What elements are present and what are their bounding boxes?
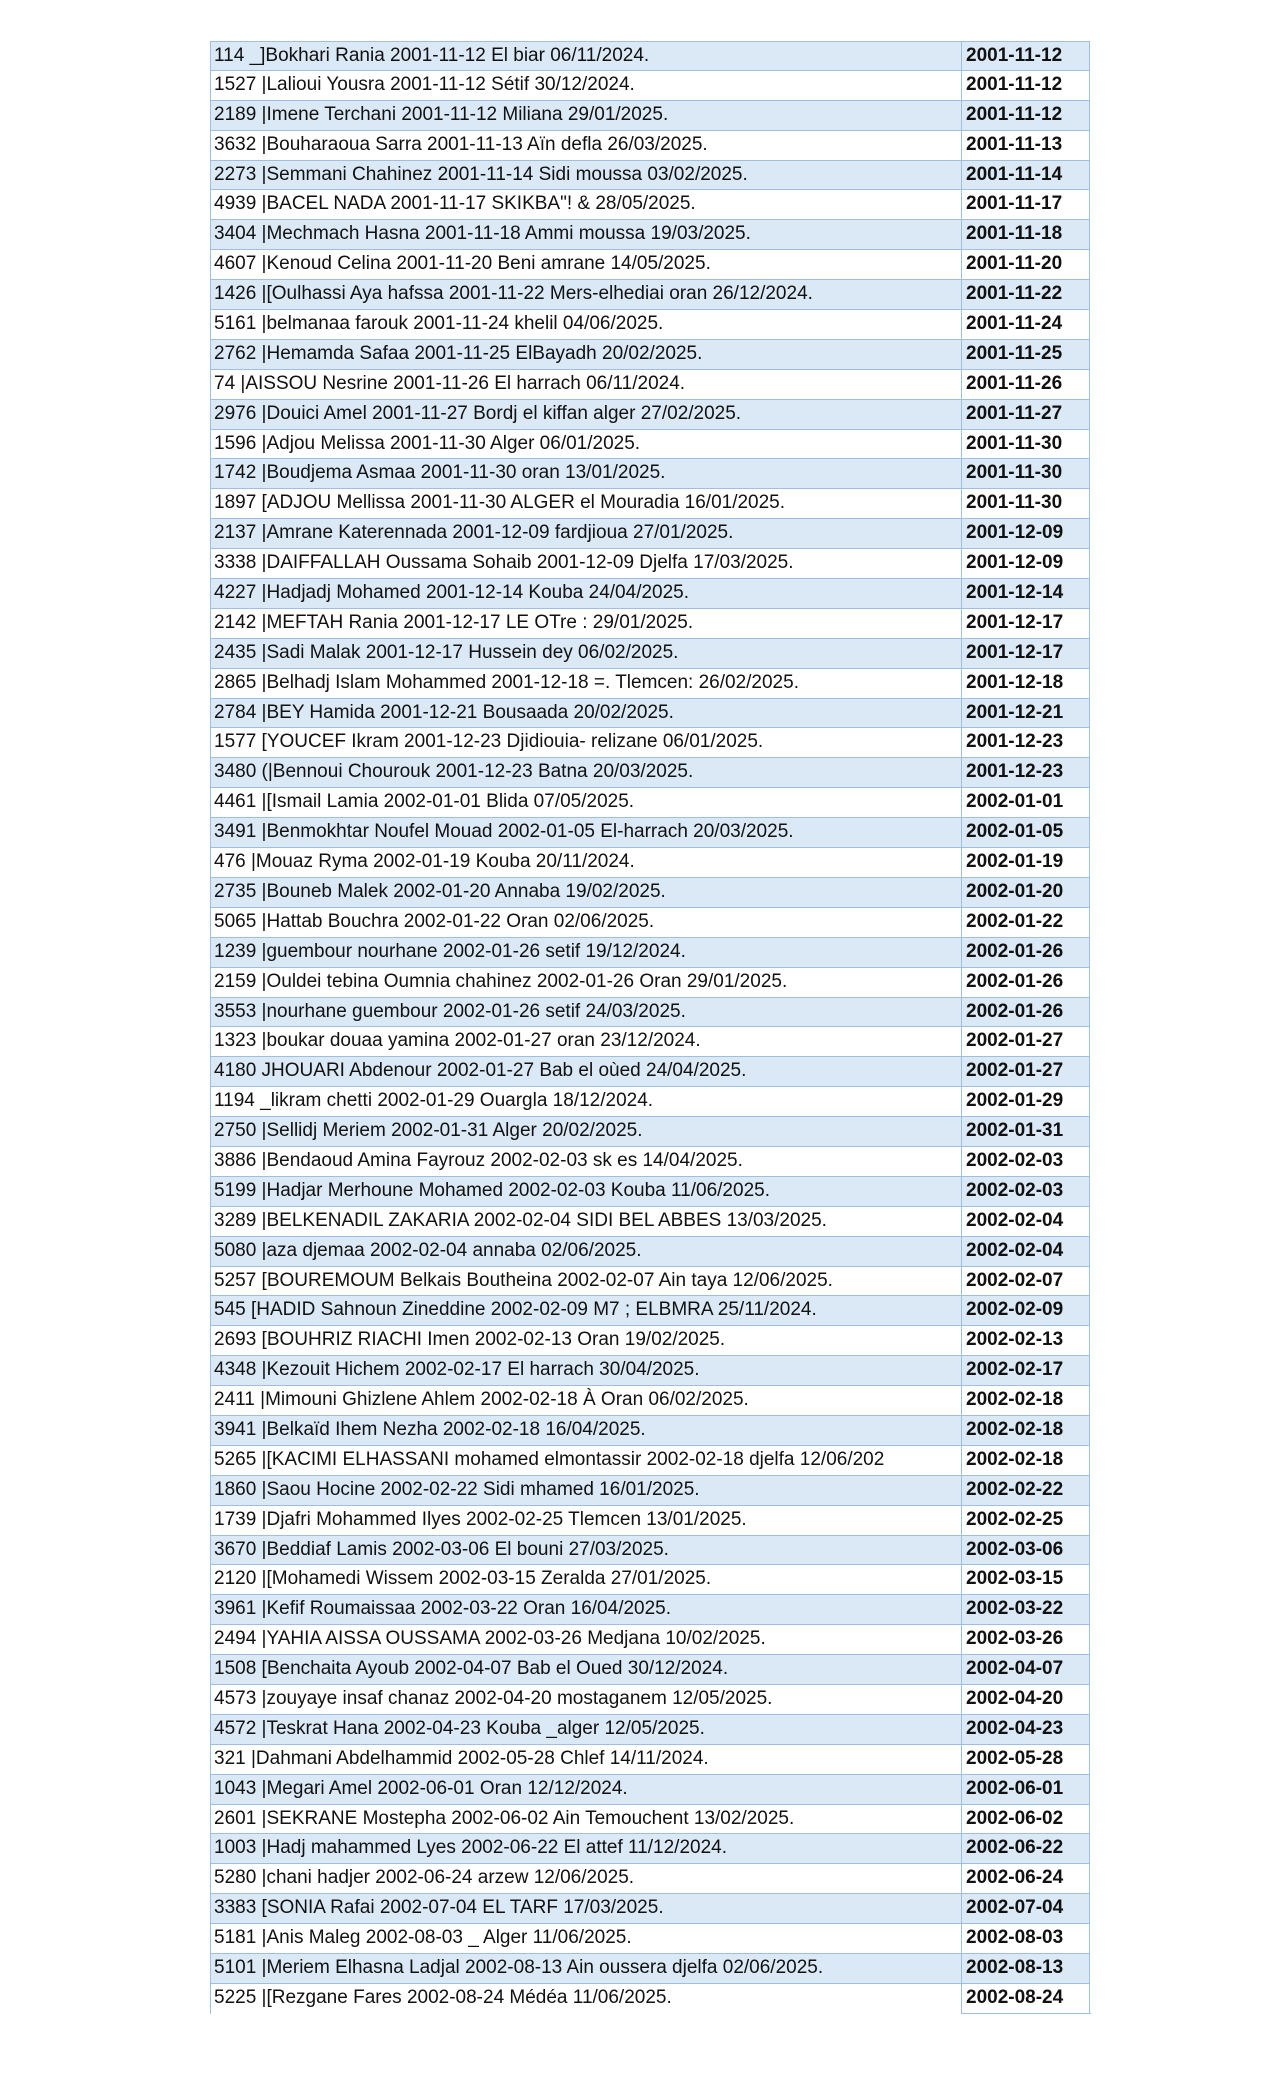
table-row (210, 71, 1090, 101)
table-row (210, 1267, 1090, 1297)
row-date-cell: 2002-02-03 (961, 1177, 1091, 1206)
row-date-cell: 2002-03-15 (961, 1565, 1091, 1594)
row-text-cell: 1742 |Boudjema Asmaa 2001-11-30 oran 13/01/2025. (214, 462, 666, 484)
table-row (210, 1476, 1090, 1506)
row-text-cell: 3632 |Bouharaoua Sarra 2001-11-13 Aïn defla 26/03/2025. (214, 133, 708, 155)
table-row (210, 1386, 1090, 1416)
row-date-cell: 2002-01-20 (961, 878, 1091, 907)
row-date-cell: 2002-02-17 (961, 1356, 1091, 1385)
table-row (210, 1625, 1090, 1655)
row-date-cell: 2001-11-12 (961, 101, 1091, 130)
row-date-cell: 2002-02-18 (961, 1386, 1091, 1415)
table-row (210, 1924, 1090, 1954)
table-row (210, 1177, 1090, 1207)
table-row (210, 1536, 1090, 1566)
row-text-cell: 2435 |Sadi Malak 2001-12-17 Hussein dey 06/02/2025. (214, 641, 679, 663)
row-date-cell: 2002-01-19 (961, 848, 1091, 877)
row-text-cell: 2120 |[Mohamedi Wissem 2002-03-15 Zeralda 27/01/2025. (214, 1568, 712, 1590)
table-row (210, 1685, 1090, 1715)
table-row (210, 1715, 1090, 1745)
row-text-cell: 2189 |Imene Terchani 2001-11-12 Miliana 29/01/2025. (214, 103, 669, 125)
table-row (210, 430, 1090, 460)
table-row (210, 1775, 1090, 1805)
row-text-cell: 1043 |Megari Amel 2002-06-01 Oran 12/12/2024. (214, 1777, 628, 1799)
table-row (210, 220, 1090, 250)
row-text-cell: 3338 |DAIFFALLAH Oussama Sohaib 2001-12-09 Djelfa 17/03/2025. (214, 552, 794, 574)
row-date-cell: 2002-07-04 (961, 1894, 1091, 1923)
row-text-cell: 321 |Dahmani Abdelhammid 2002-05-28 Chlef 14/11/2024. (214, 1747, 709, 1769)
row-date-cell: 2002-06-01 (961, 1775, 1091, 1804)
table-row (210, 968, 1090, 998)
row-text-cell: 3480 (|Bennoui Chourouk 2001-12-23 Batna 20/03/2025. (214, 761, 694, 783)
row-date-cell: 2002-04-07 (961, 1655, 1091, 1684)
table-row (210, 1446, 1090, 1476)
table-row (210, 938, 1090, 968)
row-date-cell: 2001-12-09 (961, 519, 1091, 548)
table-row (210, 131, 1090, 161)
row-text-cell: 2494 |YAHIA AISSA OUSSAMA 2002-03-26 Medjana 10/02/2025. (214, 1628, 766, 1650)
row-text-cell: 5280 |chani hadjer 2002-06-24 arzew 12/06/2025. (214, 1867, 635, 1889)
row-date-cell: 2002-04-20 (961, 1685, 1091, 1714)
row-date-cell: 2001-11-14 (961, 161, 1091, 190)
row-date-cell: 2001-11-12 (961, 71, 1091, 100)
row-text-cell: 3670 |Beddiaf Lamis 2002-03-06 El bouni 27/03/2025. (214, 1538, 669, 1560)
row-text-cell: 1323 |boukar douaa yamina 2002-01-27 oran 23/12/2024. (214, 1030, 701, 1052)
row-date-cell: 2002-08-03 (961, 1924, 1091, 1953)
row-date-cell: 2001-12-23 (961, 758, 1091, 787)
row-text-cell: 2411 |Mimouni Ghizlene Ahlem 2002-02-18 À Oran 06/02/2025. (214, 1389, 749, 1411)
table-row (210, 1326, 1090, 1356)
row-text-cell: 1003 |Hadj mahammed Lyes 2002-06-22 El attef 11/12/2024. (214, 1837, 727, 1859)
row-text-cell: 1527 |Lalioui Yousra 2001-11-12 Sétif 30/12/2024. (214, 73, 635, 95)
row-text-cell: 3383 [SONIA Rafai 2002-07-04 EL TARF 17/03/2025. (214, 1897, 664, 1919)
row-text-cell: 545 [HADID Sahnoun Zineddine 2002-02-09 M7 ; ELBMRA 25/11/2024. (214, 1299, 817, 1321)
row-date-cell: 2001-11-22 (961, 280, 1091, 309)
table-row (210, 280, 1090, 310)
row-text-cell: 3553 |nourhane guembour 2002-01-26 setif 24/03/2025. (214, 1000, 686, 1022)
row-text-cell: 74 |AISSOU Nesrine 2001-11-26 El harrach 06/11/2024. (214, 372, 686, 394)
row-date-cell: 2001-12-17 (961, 609, 1091, 638)
row-date-cell: 2001-12-17 (961, 639, 1091, 668)
table-row (210, 1745, 1090, 1775)
row-text-cell: 1596 |Adjou Melissa 2001-11-30 Alger 06/01/2025. (214, 432, 641, 454)
row-text-cell: 4227 |Hadjadj Mohamed 2001-12-14 Kouba 24/04/2025. (214, 582, 690, 604)
row-text-cell: 4180 JHOUARI Abdenour 2002-01-27 Bab el oùed 24/04/2025. (214, 1060, 747, 1082)
table-row (210, 908, 1090, 938)
row-text-cell: 114 _]Bokhari Rania 2001-11-12 El biar 06/11/2024. (214, 45, 650, 66)
row-text-cell: 5265 |[KACIMI ELHASSANI mohamed elmontassir 2002-02-18 djelfa 12/06/202 (214, 1448, 885, 1470)
row-text-cell: 1577 [YOUCEF Ikram 2001-12-23 Djidiouia- relizane 06/01/2025. (214, 731, 764, 753)
row-date-cell: 2002-02-04 (961, 1237, 1091, 1266)
row-text-cell: 5101 |Meriem Elhasna Ladjal 2002-08-13 Ain oussera djelfa 02/06/2025. (214, 1957, 824, 1978)
table-row (210, 41, 1090, 71)
row-date-cell: 2002-02-18 (961, 1416, 1091, 1445)
table-row (210, 400, 1090, 430)
table-row (210, 190, 1090, 220)
row-date-cell: 2002-02-09 (961, 1296, 1091, 1325)
row-date-cell: 2002-01-05 (961, 818, 1091, 847)
row-date-cell: 2002-06-02 (961, 1805, 1091, 1834)
row-text-cell: 5181 |Anis Maleg 2002-08-03 _ Alger 11/06/2025. (214, 1927, 632, 1949)
row-text-cell: 1426 |[Oulhassi Aya hafssa 2001-11-22 Mers-elhediai oran 26/12/2024. (214, 283, 813, 305)
table-row (210, 818, 1090, 848)
row-date-cell: 2002-02-04 (961, 1207, 1091, 1236)
row-date-cell: 2002-01-29 (961, 1087, 1091, 1116)
row-date-cell: 2001-11-24 (961, 310, 1091, 339)
row-date-cell: 2002-01-01 (961, 788, 1091, 817)
table-row (210, 1087, 1090, 1117)
row-text-cell: 2976 |Douici Amel 2001-11-27 Bordj el kiffan alger 27/02/2025. (214, 402, 742, 424)
table-row (210, 1207, 1090, 1237)
row-date-cell: 2002-01-26 (961, 998, 1091, 1027)
table-row (210, 788, 1090, 818)
row-date-cell: 2002-03-22 (961, 1595, 1091, 1624)
row-text-cell: 2273 |Semmani Chahinez 2001-11-14 Sidi moussa 03/02/2025. (214, 163, 748, 185)
table-row (210, 1117, 1090, 1147)
table-row (210, 1894, 1090, 1924)
row-date-cell: 2002-01-26 (961, 968, 1091, 997)
table-row (210, 1506, 1090, 1536)
table-row (210, 1356, 1090, 1386)
table-row (210, 1805, 1090, 1835)
table-row (210, 639, 1090, 669)
row-text-cell: 1239 |guembour nourhane 2002-01-26 setif 19/12/2024. (214, 940, 686, 962)
row-text-cell: 1739 |Djafri Mohammed Ilyes 2002-02-25 Tlemcen 13/01/2025. (214, 1508, 747, 1530)
row-date-cell: 2001-11-27 (961, 400, 1091, 429)
row-date-cell: 2002-04-23 (961, 1715, 1091, 1744)
data-table (210, 41, 1090, 2014)
row-date-cell: 2001-12-21 (961, 699, 1091, 728)
row-date-cell: 2001-11-17 (961, 190, 1091, 219)
row-text-cell: 1897 [ADJOU Mellissa 2001-11-30 ALGER el Mouradia 16/01/2025. (214, 492, 786, 514)
row-text-cell: 2137 |Amrane Katerennada 2001-12-09 fardjioua 27/01/2025. (214, 522, 734, 544)
row-text-cell: 3886 |Bendaoud Amina Fayrouz 2002-02-03 sk es 14/04/2025. (214, 1149, 743, 1171)
table-row (210, 489, 1090, 519)
row-date-cell: 2002-02-25 (961, 1506, 1091, 1535)
row-date-cell: 2002-05-28 (961, 1745, 1091, 1774)
table-row (210, 579, 1090, 609)
table-row (210, 1237, 1090, 1267)
table-row (210, 1416, 1090, 1446)
table-row (210, 699, 1090, 729)
row-date-cell: 2002-08-13 (961, 1954, 1091, 1983)
row-date-cell: 2001-12-09 (961, 549, 1091, 578)
row-date-cell: 2001-11-18 (961, 220, 1091, 249)
row-date-cell: 2001-11-25 (961, 340, 1091, 369)
row-date-cell: 2001-12-18 (961, 669, 1091, 698)
row-date-cell: 2001-11-30 (961, 459, 1091, 488)
table-row (210, 1147, 1090, 1177)
row-date-cell: 2002-08-24 (961, 1984, 1091, 2014)
table-row (210, 1864, 1090, 1894)
table-row (210, 340, 1090, 370)
table-row (210, 1057, 1090, 1087)
row-date-cell: 2002-03-06 (961, 1536, 1091, 1565)
row-text-cell: 5065 |Hattab Bouchra 2002-01-22 Oran 02/06/2025. (214, 910, 655, 932)
row-date-cell: 2001-11-12 (961, 42, 1091, 70)
table-row (210, 848, 1090, 878)
row-date-cell: 2001-11-26 (961, 370, 1091, 399)
row-date-cell: 2002-01-26 (961, 938, 1091, 967)
row-text-cell: 5199 |Hadjar Merhoune Mohamed 2002-02-03 Kouba 11/06/2025. (214, 1179, 770, 1201)
row-date-cell: 2002-01-31 (961, 1117, 1091, 1146)
row-text-cell: 5225 |[Rezgane Fares 2002-08-24 Médéa 11/06/2025. (214, 1986, 672, 2008)
row-date-cell: 2001-11-30 (961, 489, 1091, 518)
table-row (210, 1595, 1090, 1625)
row-text-cell: 476 |Mouaz Ryma 2002-01-19 Kouba 20/11/2024. (214, 851, 635, 873)
row-date-cell: 2001-11-30 (961, 430, 1091, 459)
row-text-cell: 4573 |zouyaye insaf chanaz 2002-04-20 mostaganem 12/05/2025. (214, 1687, 773, 1709)
row-date-cell: 2001-12-14 (961, 579, 1091, 608)
row-text-cell: 2762 |Hemamda Safaa 2001-11-25 ElBayadh 20/02/2025. (214, 342, 703, 364)
row-text-cell: 4461 |[Ismail Lamia 2002-01-01 Blida 07/05/2025. (214, 791, 635, 813)
table-row (210, 878, 1090, 908)
row-text-cell: 4607 |Kenoud Celina 2001-11-20 Beni amrane 14/05/2025. (214, 253, 711, 275)
row-date-cell: 2002-02-18 (961, 1446, 1091, 1475)
row-text-cell: 3289 |BELKENADIL ZAKARIA 2002-02-04 SIDI BEL ABBES 13/03/2025. (214, 1209, 827, 1231)
row-date-cell: 2002-01-22 (961, 908, 1091, 937)
table-row (210, 519, 1090, 549)
table-row (210, 549, 1090, 579)
row-text-cell: 2159 |Ouldei tebina Oumnia chahinez 2002-01-26 Oran 29/01/2025. (214, 970, 788, 992)
row-text-cell: 3491 |Benmokhtar Noufel Mouad 2002-01-05 El-harrach 20/03/2025. (214, 821, 794, 843)
row-date-cell: 2002-02-13 (961, 1326, 1091, 1355)
row-date-cell: 2002-06-22 (961, 1834, 1091, 1863)
table-row (210, 1954, 1090, 1984)
row-date-cell: 2001-11-20 (961, 250, 1091, 279)
row-date-cell: 2001-11-13 (961, 131, 1091, 160)
table-row (210, 1984, 1090, 2014)
table-row (210, 998, 1090, 1028)
table-row (210, 1655, 1090, 1685)
table-row (210, 250, 1090, 280)
row-text-cell: 3404 |Mechmach Hasna 2001-11-18 Ammi moussa 19/03/2025. (214, 223, 751, 245)
table-row (210, 609, 1090, 639)
row-date-cell: 2002-02-03 (961, 1147, 1091, 1176)
row-text-cell: 3961 |Kefif Roumaissaa 2002-03-22 Oran 16/04/2025. (214, 1598, 672, 1620)
row-text-cell: 5257 [BOUREMOUM Belkais Boutheina 2002-02-07 Ain taya 12/06/2025. (214, 1269, 833, 1291)
row-date-cell: 2002-06-24 (961, 1864, 1091, 1893)
table-row (210, 459, 1090, 489)
row-text-cell: 5080 |aza djemaa 2002-02-04 annaba 02/06/2025. (214, 1239, 642, 1261)
row-text-cell: 4939 |BACEL NADA 2001-11-17 SKIKBA"! & 28/05/2025. (214, 193, 696, 215)
row-text-cell: 1508 [Benchaita Ayoub 2002-04-07 Bab el Oued 30/12/2024. (214, 1658, 729, 1680)
row-text-cell: 5161 |belmanaa farouk 2001-11-24 khelil 04/06/2025. (214, 313, 664, 335)
row-date-cell: 2002-01-27 (961, 1057, 1091, 1086)
row-text-cell: 2142 |MEFTAH Rania 2001-12-17 LE OTre : 29/01/2025. (214, 611, 694, 633)
table-row (210, 161, 1090, 191)
row-date-cell: 2002-02-07 (961, 1267, 1091, 1296)
table-row (210, 728, 1090, 758)
row-text-cell: 4348 |Kezouit Hichem 2002-02-17 El harrach 30/04/2025. (214, 1359, 700, 1381)
row-text-cell: 2693 [BOUHRIZ RIACHI Imen 2002-02-13 Oran 19/02/2025. (214, 1329, 726, 1351)
row-text-cell: 2601 |SEKRANE Mostepha 2002-06-02 Ain Temouchent 13/02/2025. (214, 1807, 795, 1829)
table-row (210, 1027, 1090, 1057)
table-row (210, 1834, 1090, 1864)
row-date-cell: 2001-12-23 (961, 728, 1091, 757)
table-row (210, 1565, 1090, 1595)
row-text-cell: 2784 |BEY Hamida 2001-12-21 Bousaada 20/02/2025. (214, 701, 674, 723)
table-row (210, 101, 1090, 131)
table-row (210, 370, 1090, 400)
table-row (210, 758, 1090, 788)
row-text-cell: 1194 _likram chetti 2002-01-29 Ouargla 18/12/2024. (214, 1090, 654, 1112)
row-date-cell: 2002-03-26 (961, 1625, 1091, 1654)
row-text-cell: 2865 |Belhadj Islam Mohammed 2001-12-18 =. Tlemcen: 26/02/2025. (214, 671, 799, 693)
row-text-cell: 2735 |Bouneb Malek 2002-01-20 Annaba 19/02/2025. (214, 880, 666, 902)
row-text-cell: 4572 |Teskrat Hana 2002-04-23 Kouba _alger 12/05/2025. (214, 1717, 705, 1739)
row-date-cell: 2002-02-22 (961, 1476, 1091, 1505)
row-date-cell: 2002-01-27 (961, 1027, 1091, 1056)
row-text-cell: 1860 |Saou Hocine 2002-02-22 Sidi mhamed 16/01/2025. (214, 1478, 700, 1500)
table-row (210, 1296, 1090, 1326)
table-row (210, 669, 1090, 699)
row-text-cell: 2750 |Sellidj Meriem 2002-01-31 Alger 20/02/2025. (214, 1120, 643, 1142)
row-text-cell: 3941 |Belkaïd Ihem Nezha 2002-02-18 16/04/2025. (214, 1418, 646, 1440)
table-row (210, 310, 1090, 340)
